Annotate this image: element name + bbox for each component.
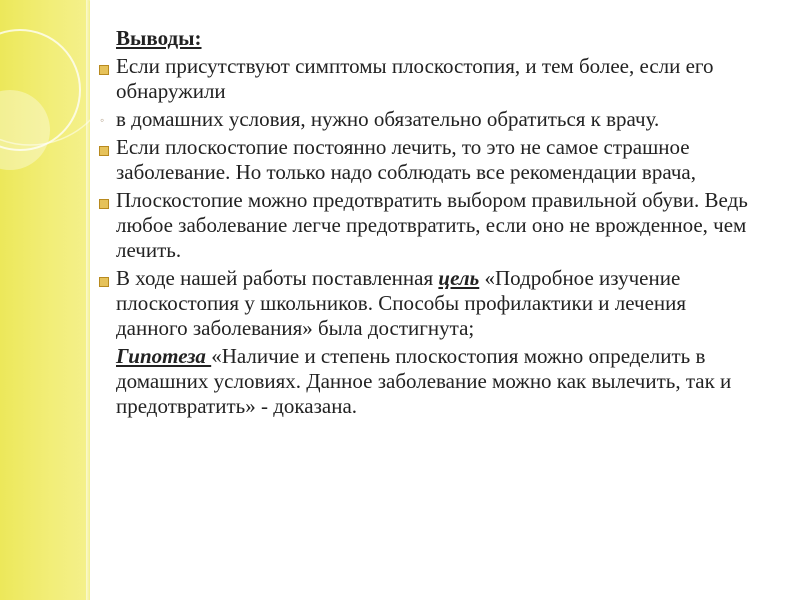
square-bullet-icon — [96, 58, 109, 75]
slide-heading: Выводы: — [116, 26, 202, 50]
slide-content — [96, 26, 756, 422]
hypothesis-term: Гипотеза — [116, 344, 212, 368]
list-item — [96, 54, 756, 104]
square-bullet-icon — [96, 192, 109, 209]
circle-bullet-icon: ◦ — [100, 113, 105, 127]
item-text-after: «Наличие и степень плоскостопия можно определить в домашних условиях. Данное заболевание можно как вылечить, так и предотвратить» - доказана. — [116, 344, 732, 418]
item-text-before: В ходе нашей работы поставленная — [116, 266, 439, 290]
list-item — [96, 107, 756, 132]
list-item — [96, 188, 756, 263]
square-bullet-icon — [96, 139, 109, 156]
list-item — [96, 266, 756, 341]
list-item — [96, 344, 756, 419]
item-text: Если плоскостопие постоянно лечить, то это не самое страшное заболевание. Но только надо соблюдать все рекомендации врача, — [116, 135, 696, 184]
square-bullet-icon — [96, 270, 109, 287]
item-text: Плоскостопие можно предотвратить выбором правильной обуви. Ведь любое заболевание легче предотвратить, если оно не врожденное, чем лечить. — [116, 188, 748, 262]
goal-term: цель — [438, 266, 480, 290]
item-text-after: «Подробное изучение плоскостопия у школьников. Способы профилактики и лечения данного заболевания» была достигнута; — [116, 266, 687, 340]
list-item — [96, 135, 756, 185]
decorative-arcs — [0, 0, 100, 600]
item-text: Если присутствуют симптомы плоскостопия, и тем более, если его обнаружили — [116, 54, 714, 103]
item-text: в домашних условия, нужно обязательно обратиться к врачу. — [116, 107, 660, 131]
